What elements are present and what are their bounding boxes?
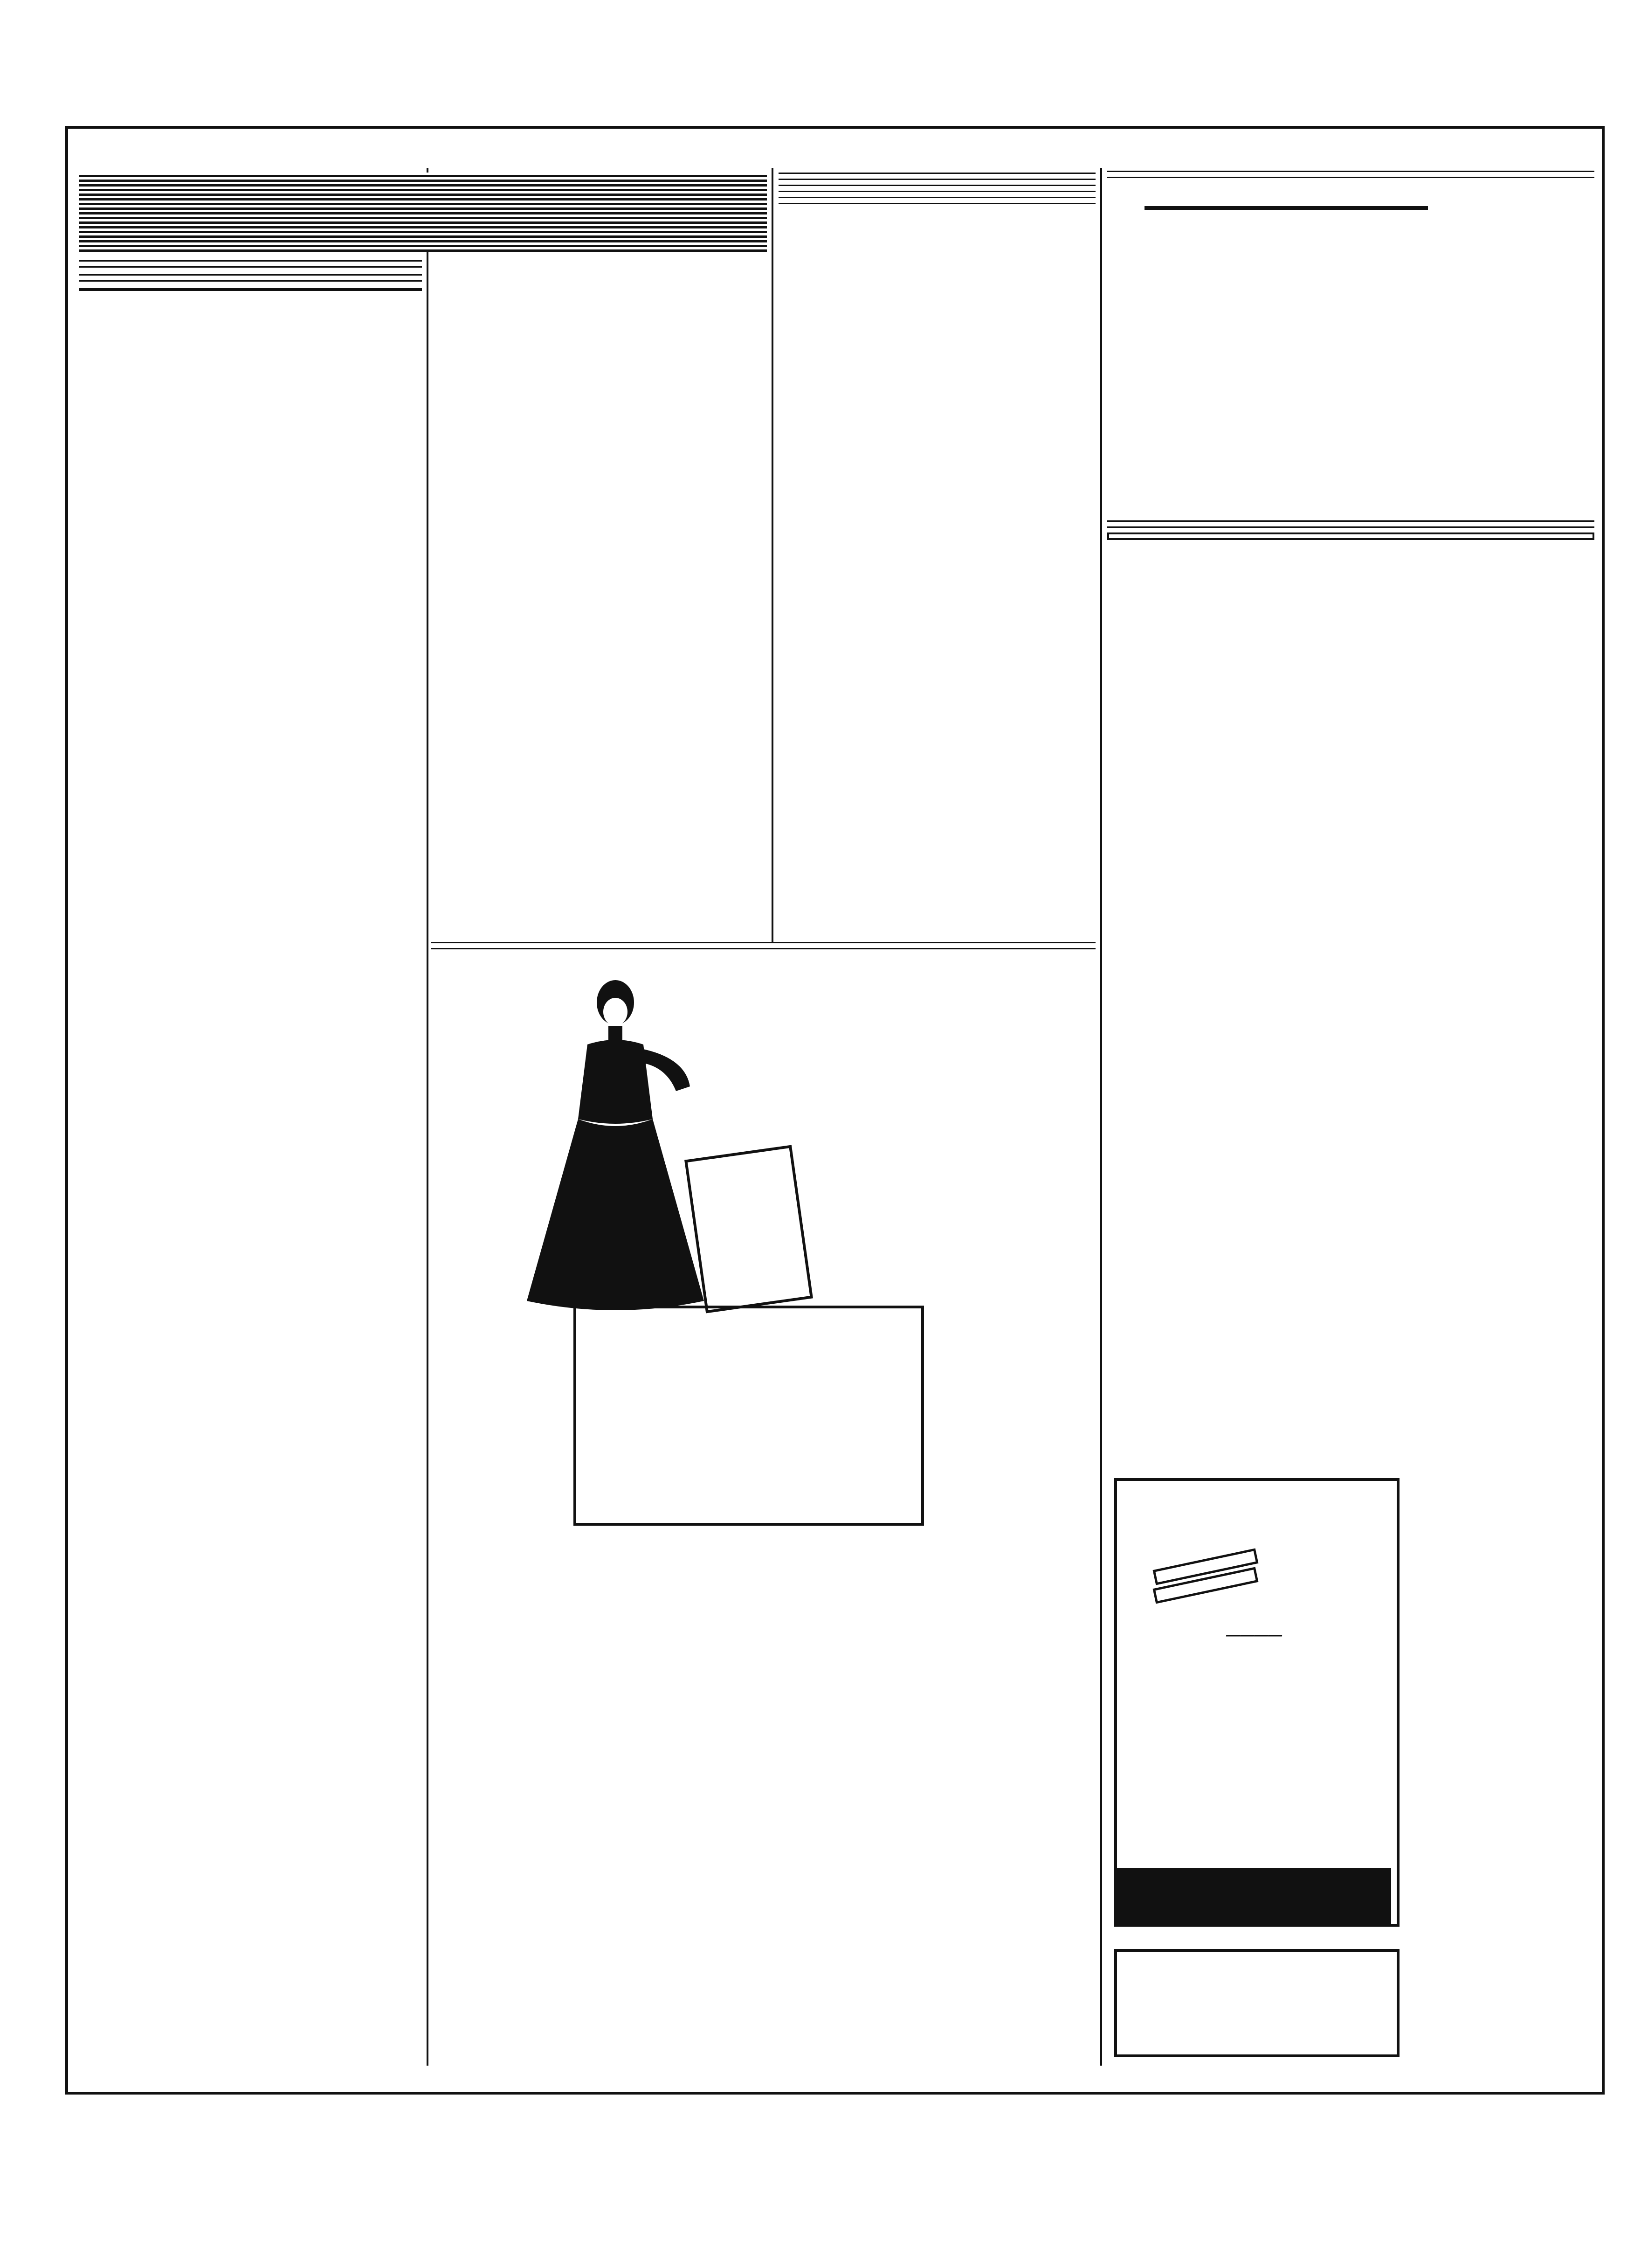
ad-distributor xyxy=(1114,1949,1400,2057)
divider xyxy=(79,274,422,282)
fatos-ad xyxy=(1107,532,1594,540)
column-rule xyxy=(1100,168,1102,2066)
divider xyxy=(1107,171,1594,178)
ad-vulcalino xyxy=(1114,1478,1400,1927)
crossword-grid xyxy=(1145,206,1428,210)
divider xyxy=(431,942,1096,949)
divider xyxy=(1107,520,1594,528)
vulcalino-footer xyxy=(1117,1868,1391,1924)
crossword-area xyxy=(1107,181,1594,517)
ad-figurino xyxy=(434,956,1096,1618)
divider xyxy=(779,185,1096,192)
masthead xyxy=(79,173,767,252)
column-3 xyxy=(779,168,1096,942)
divider xyxy=(79,288,422,291)
divider xyxy=(779,197,1096,204)
ad-luz xyxy=(434,1651,1091,2056)
divider xyxy=(79,260,422,268)
vulcalino-body xyxy=(1117,1616,1391,1645)
masthead-logo xyxy=(79,173,767,252)
column-rule xyxy=(427,168,428,2066)
fuse-illustration xyxy=(1145,1546,1266,1607)
column-rule xyxy=(772,168,773,942)
column-2 xyxy=(434,252,767,937)
vulcalino-price-row: ———— xyxy=(1226,1627,1282,1643)
figurino-box xyxy=(573,1306,924,1526)
hanger-tag xyxy=(684,1145,813,1313)
column-1 xyxy=(79,252,422,2070)
divider xyxy=(779,173,1096,180)
figurino-copy xyxy=(573,1324,924,1334)
vulcalino-tag xyxy=(1138,1764,1367,1805)
